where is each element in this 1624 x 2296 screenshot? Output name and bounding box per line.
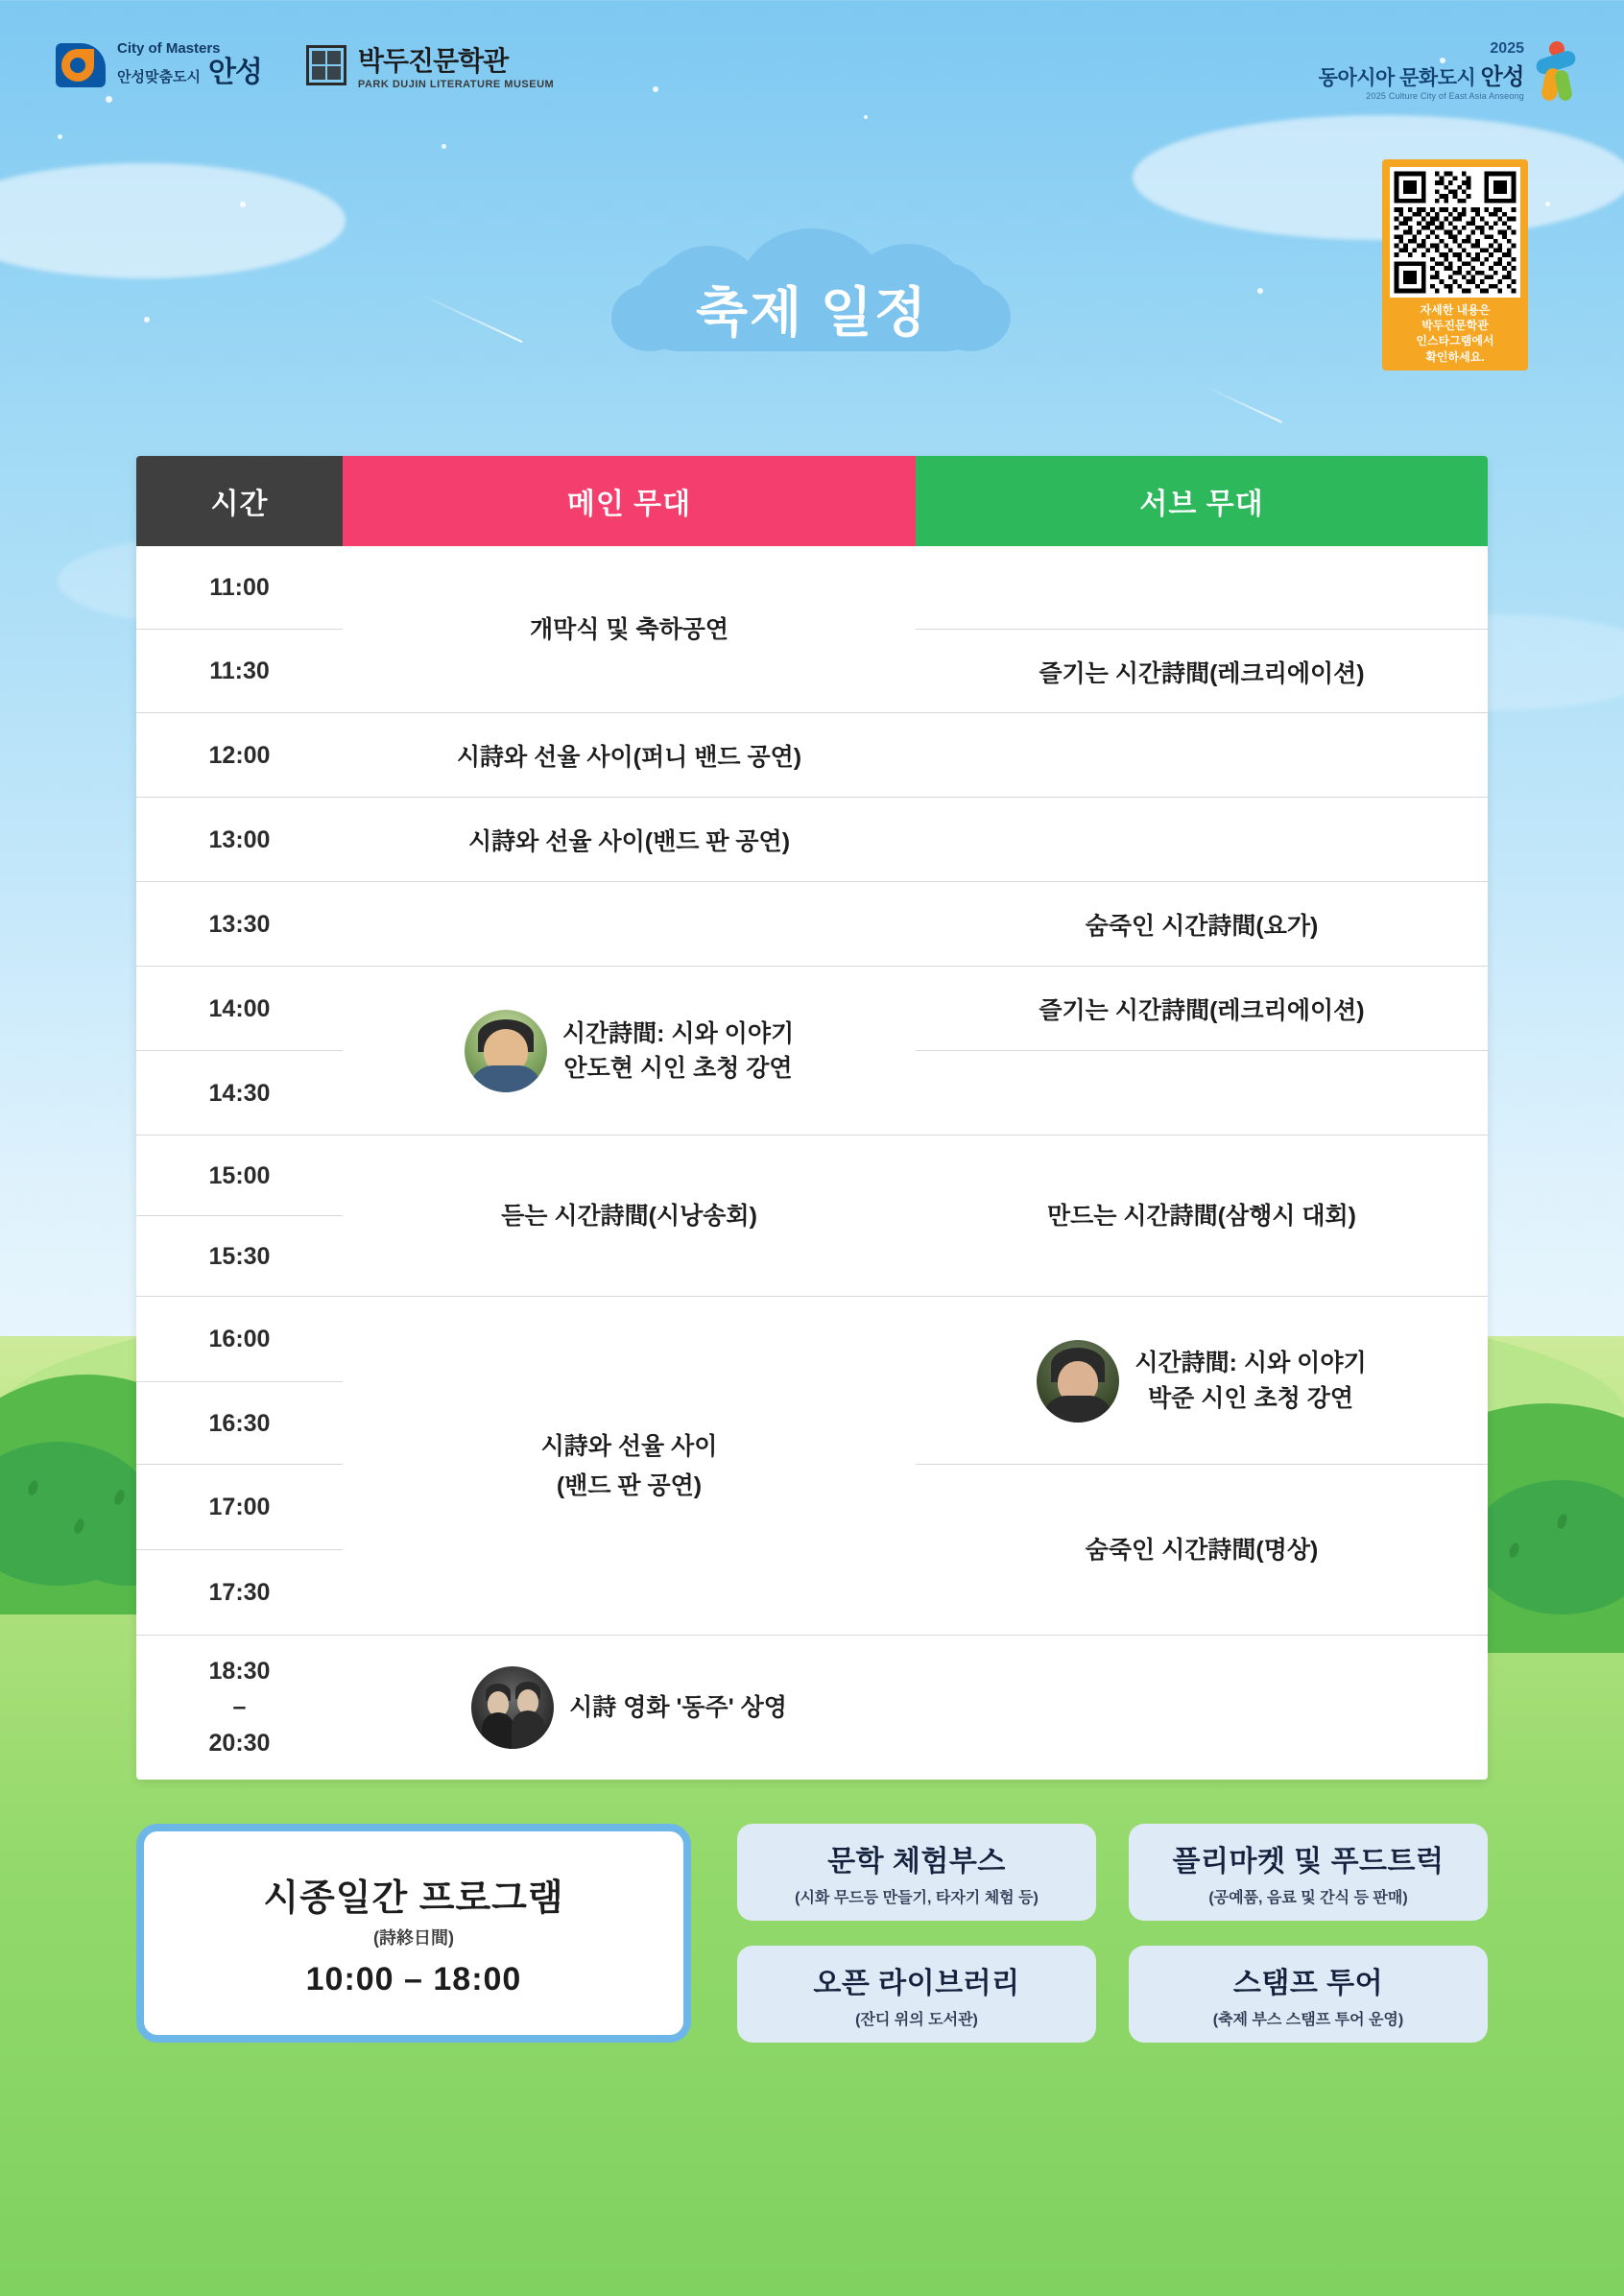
decor-star (442, 144, 446, 149)
page-header (56, 40, 1578, 127)
anseong-city-logo (56, 40, 262, 90)
booth-title: 오픈 라이브러리 (813, 1968, 1020, 1999)
museum-logo-subtitle: PARK DUJIN LITERATURE MUSEUM (357, 79, 555, 90)
event-label: 만드는 시간詩間(삼행시 대회) (1046, 1202, 1357, 1230)
event-label: 개막식 및 축하공연 (529, 615, 729, 643)
booth-title: 플리마켓 및 푸드트럭 (1172, 1846, 1445, 1877)
qr-caption-line2: 박두진문학관 (1421, 319, 1489, 333)
event-meditation (916, 1465, 1488, 1636)
main-cell: 시詩와 선율 사이(밴드 판 공연) (343, 798, 916, 882)
sub-cell (916, 1636, 1488, 1780)
main-cell: 시詩와 선율 사이(퍼니 밴드 공연) (343, 713, 916, 798)
decor-star (144, 317, 150, 323)
time-cell-range (136, 1636, 343, 1780)
table-row (136, 882, 1488, 967)
decor-shooting-star (418, 293, 523, 344)
event-dongju-film (343, 1636, 916, 1780)
booth-open-library (737, 1946, 1096, 2043)
schedule-header-row (136, 456, 1488, 546)
decor-star (1257, 288, 1263, 294)
schedule-body (136, 546, 1488, 1780)
sub-cell: 즐기는 시간詩間(레크리에이션) (916, 967, 1488, 1051)
header-main-stage: 메인 무대 (343, 456, 916, 546)
time-range-dash: – (232, 1693, 247, 1721)
andohyun-portrait (465, 1010, 547, 1092)
booth-flea-market-foodtruck (1129, 1824, 1488, 1921)
qr-code-svg (1390, 167, 1520, 298)
event-label-multiline (1134, 1346, 1366, 1416)
booth-desc: (공예품, 음료 및 간식 등 판매) (1208, 1890, 1408, 1906)
culture-city-city: 안성 (1480, 64, 1524, 90)
time-cell: 15:00 (136, 1136, 343, 1216)
time-cell: 17:30 (136, 1550, 343, 1636)
event-label: 듣는 시간詩間(시낭송회) (501, 1202, 757, 1230)
sub-cell (916, 1051, 1488, 1136)
museum-logo-text (358, 40, 554, 90)
bottom-section (136, 1824, 1488, 2043)
time-cell: 12:00 (136, 713, 343, 798)
sub-cell: 숨죽인 시간詩間(요가) (916, 882, 1488, 967)
time-cell: 11:00 (136, 546, 343, 630)
anseong-logo-icon (56, 43, 106, 87)
time-cell: 13:00 (136, 798, 343, 882)
header-sub-stage: 서브 무대 (916, 456, 1488, 546)
booth-title: 스탬프 투어 (1232, 1968, 1384, 1999)
booth-stamp-tour (1129, 1946, 1488, 2043)
anseong-logo-line2: 안성맞춤도시 (117, 69, 201, 86)
culture-city-title-text: 동아시아 문화도시 (1318, 67, 1476, 89)
decor-star (240, 202, 246, 207)
sub-cell (916, 798, 1488, 882)
qr-code-image (1390, 167, 1520, 298)
booth-desc: (시화 무드등 만들기, 타자기 체험 등) (795, 1890, 1039, 1906)
event-samhaengsi-contest (916, 1136, 1488, 1297)
decor-cloud (0, 163, 346, 278)
time-cell: 14:00 (136, 967, 343, 1051)
decor-star (58, 134, 62, 139)
parkjun-portrait (1037, 1340, 1119, 1423)
event-andohyun-lecture (343, 967, 916, 1136)
allday-program-box (136, 1824, 691, 2043)
museum-logo-title: 박두진문학관 (357, 46, 509, 76)
anseong-logo-big: 안성 (207, 57, 262, 89)
time-cell: 17:00 (136, 1465, 343, 1550)
event-label-2: (밴드 판 공연) (556, 1471, 703, 1499)
time-cell: 15:30 (136, 1216, 343, 1297)
main-cell (343, 882, 916, 967)
sub-cell: 즐기는 시간詩間(레크리에이션) (916, 630, 1488, 713)
culture-city-english: 2025 Culture City of East Asia Anseong (1366, 91, 1524, 101)
dongju-film-portrait (471, 1666, 554, 1749)
culture-city-year: 2025 (1490, 40, 1524, 57)
event-label: 시詩 영화 '동주' 상영 (569, 1693, 787, 1721)
logo-group (56, 40, 554, 90)
museum-logo (306, 40, 554, 90)
sub-cell (916, 713, 1488, 798)
decor-star (1545, 202, 1550, 206)
event-label: 시간詩間: 시와 이야기 (1134, 1350, 1367, 1377)
culture-city-logo (1319, 40, 1578, 101)
event-band-pan-performance (343, 1297, 916, 1636)
museum-logo-icon (306, 45, 346, 85)
time-range-end: 20:30 (208, 1729, 271, 1757)
sub-cell (916, 546, 1488, 630)
event-label-multiline (562, 1016, 794, 1087)
booth-literature-experience (737, 1824, 1096, 1921)
booth-grid (737, 1824, 1488, 2043)
qr-caption (1390, 302, 1520, 365)
anseong-logo-line1: City of Masters (117, 40, 221, 58)
allday-subtitle: (詩終日間) (373, 1928, 454, 1948)
event-poetry-recital (343, 1136, 916, 1297)
booth-title: 문학 체험부스 (827, 1846, 1006, 1877)
anseong-logo-text (117, 40, 262, 90)
time-cell: 14:30 (136, 1051, 343, 1136)
qr-caption-line3: 인스타그램에서 (1416, 334, 1494, 348)
header-time: 시간 (136, 456, 343, 546)
culture-city-title (1319, 58, 1524, 91)
event-label: 시간詩間: 시와 이야기 (561, 1019, 795, 1047)
decor-shooting-star (1204, 385, 1282, 423)
time-range-start: 18:30 (208, 1657, 271, 1685)
event-label-2: 박준 시인 초청 강연 (1147, 1384, 1354, 1412)
booth-desc: (잔디 위의 도서관) (855, 2012, 978, 2028)
table-row (136, 713, 1488, 798)
festival-title-cloud (596, 242, 1028, 367)
booth-desc: (축제 부스 스탬프 투어 운영) (1212, 2012, 1404, 2028)
event-parkjun-lecture (916, 1297, 1488, 1465)
culture-city-figure-icon (1534, 41, 1578, 101)
page-title: 축제 일정 (696, 282, 928, 343)
qr-caption-line1: 자세한 내용은 (1420, 303, 1491, 317)
qr-caption-line4: 확인하세요. (1425, 349, 1485, 364)
allday-hours: 10:00 – 18:00 (305, 1961, 522, 1997)
table-row (136, 798, 1488, 882)
allday-title: 시종일간 프로그램 (263, 1878, 564, 1919)
event-opening-ceremony (343, 546, 916, 713)
time-cell: 11:30 (136, 630, 343, 713)
qr-code-box[interactable] (1382, 159, 1528, 371)
schedule-table (136, 456, 1488, 1780)
time-cell: 16:00 (136, 1297, 343, 1382)
time-cell: 16:30 (136, 1382, 343, 1465)
event-label: 시詩와 선율 사이 (540, 1433, 718, 1461)
time-cell: 13:30 (136, 882, 343, 967)
event-label-2: 안도현 시인 초청 강연 (563, 1055, 793, 1082)
event-label: 숨죽인 시간詩間(명상) (1085, 1536, 1319, 1564)
decor-cloud (1133, 115, 1624, 240)
